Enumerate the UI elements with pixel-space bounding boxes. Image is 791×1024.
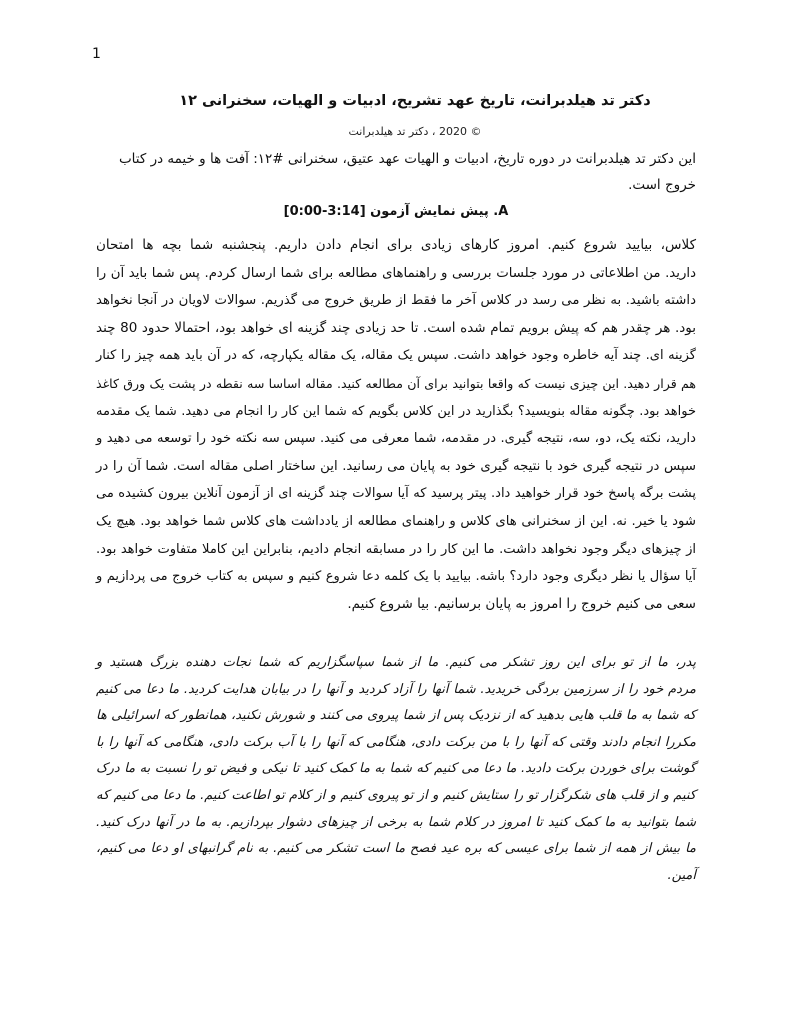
intro-paragraph [96,146,696,198]
body-line: بود. هر چقدر هم که پیش برویم تمام شده است. تا حد زیادی چند گزینه ای خواهد بود، احتمالا حدود 80 چند [96,319,697,336]
copyright-line: © 2020 ، دکتر تد هیلدبرانت [348,125,482,138]
body-line: دارید. من اطلاعاتی در مورد جلسات بررسی و راهنماهای مطالعه برای شما ارسال کردم. پس شما باید آن را [96,265,696,281]
document-title: دکتر تد هیلدبرانت، تاریخ عهد تشریح، ادبیات و الهیات، سخنرانی ۱۲ [179,93,651,109]
prayer-line: که شما به ما قلب هایی بدهید که از نزدیک پس از شما پیروی می کنند و شورش نکنید، همانطور که اسرائیلی ها [96,708,696,724]
body-line: از چیزهای دیگر وجود نخواهد داشت. ما این کار را در مسابقه انجام دادیم، بنابراین این کاملا متفاوت خواهد بود. [96,541,696,557]
section-heading: A. پیش نمایش آزمون [3:14-0:00] [283,204,509,219]
body-paragraph [96,232,696,618]
page-number: 1 [92,46,101,62]
body-line: شود یا خیر. نه. این از سخنرانی های کلاس و راهنمای مطالعه از یادداشت های کلاس شما خواهد بود. هیچ یک [96,513,696,529]
prayer-line: ما بیش از همه از شما برای عیسی که بره عید فصح ما است تشکر می کنیم. به نام گرانبهای او دعا می کنیم، [96,841,696,857]
body-line: دارید، نکته یک، دو، سه، نتیجه گیری. در مقدمه، شما معرفی می کنید. سپس سه نکته خود را توسعه می دهید و [96,431,696,447]
intro-line: این دکتر تد هیلدبرانت در دوره تاریخ، ادبیات و الهیات عهد عتیق، سخنرانی #۱۲: آفت ها و خیمه در کتاب [118,151,696,167]
prayer-line: کنیم و از قلب های شکرگزار تو را ستایش کنیم و از تو پیروی کنیم و از کلام تو اطاعت کنیم. ما دعا می کنیم که [96,787,696,803]
body-line: سعی می کنیم خروج را امروز به پایان برسانیم. بیا شروع کنیم. [347,595,696,612]
body-line: گزینه ای. چند آیه خاطره وجود خواهد داشت. سپس یک مقاله، یک مقاله یکپارچه، که در آن باید همه چیز را کنار [96,348,696,364]
prayer-line: آمین. [667,867,696,883]
prayer-paragraph [96,650,696,889]
body-line: هم قرار دهید. این چیزی نیست که واقعا بتوانید برای آن مطالعه کنید. مقاله اساسا سه نقطه در پشت یک ورق کاغذ [96,375,696,391]
body-line: خواهد بود. چگونه مقاله بنویسید؟ بگذارید در این کلاس بگویم که شما این کار را انجام می دهید. شما یک مقدمه [96,403,696,419]
intro-line: خروج است. [628,177,696,193]
body-line: آیا سؤال یا نظر دیگری وجود دارد؟ باشه. بیایید با یک کلمه دعا شروع کنیم و سپس به کتاب خروج می پردازیم و [96,569,696,585]
body-line: داشته باشید. به نظر می رسد در کلاس آخر ما فقط از طریق خروج می گذریم. سوالات لاویان در آنجا نخواهد [96,293,696,309]
body-line: کلاس، بیایید شروع کنیم. امروز کارهای زیادی برای انجام دادن داریم. پنجشنبه شما بچه ها امتحان [96,237,696,253]
prayer-line: گوشت برای خوردن برکت دادید. ما دعا می کنیم که شما به ما کمک کنید تا نیکی و فیض تو را نسبت به ما درک [96,761,696,777]
prayer-line: مردم خود را از سرزمین بردگی خریدید. شما آنها را آزاد کردید و آنها را در بیابان هدایت کردید. ما دعا می کنیم [96,681,696,697]
prayer-line: مکررا انجام دادند وقتی که آنها را با من برکت دادی، هنگامی که آنها را با آب برکت دادی، هنگامی که آنها را با [96,734,696,750]
body-line: پشت برگه پاسخ خود قرار خواهید داد. پیتر پرسید که آیا سوالات چند گزینه ای از آزمون آنلاین بیرون کشیده می [96,486,696,502]
prayer-line: پدر، ما از تو برای این روز تشکر می کنیم. ما از شما سپاسگزاریم که شما نجات دهنده بزرگ هستید و [96,655,696,670]
prayer-line: شما بتوانید به ما کمک کنید تا امروز در کلام شما به برخی از چیزهای دشوار بپردازیم. به ما در آنها درک کنید. [96,814,696,830]
body-line: سپس در نتیجه گیری خود با نتیجه گیری خود به پایان می رسانید. این ساختار اصلی مقاله است. شما آن را در [96,458,696,474]
